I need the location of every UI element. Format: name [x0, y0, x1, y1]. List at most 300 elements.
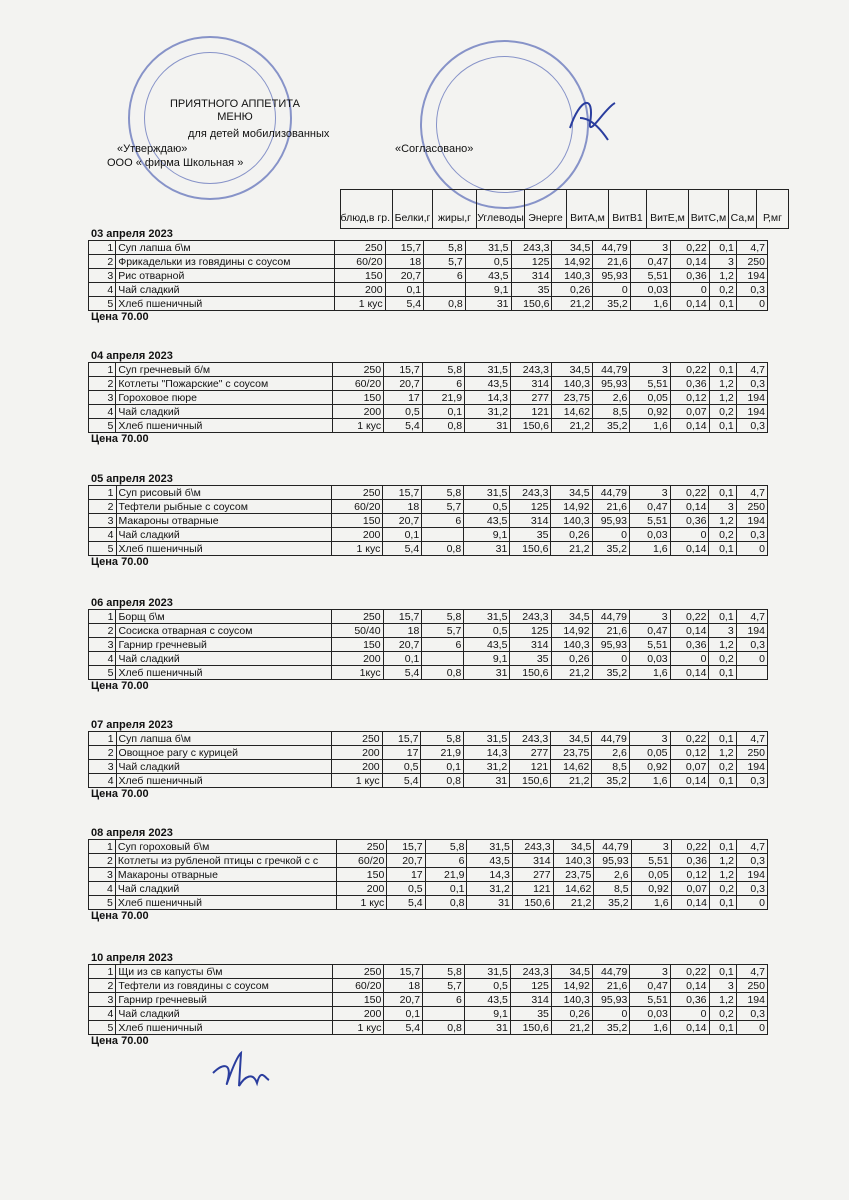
- nutrient-cell: 44,79: [593, 241, 630, 255]
- nutrient-cell: 20,7: [383, 514, 422, 528]
- nutrient-cell: 23,75: [552, 391, 593, 405]
- table-row: [89, 965, 768, 979]
- nutrient-cell: 21,2: [551, 1021, 592, 1035]
- nutrient-cell: 0,8: [423, 1021, 465, 1035]
- nutrient-cell: 0,92: [629, 760, 670, 774]
- table-row: [89, 732, 768, 746]
- nutrient-cell: 35,2: [592, 774, 629, 788]
- nutrient-cell: 43,5: [464, 514, 510, 528]
- nutrient-cell: 0,1: [709, 363, 736, 377]
- signature-top: [560, 88, 620, 148]
- table-row: [89, 405, 768, 419]
- day-section: [88, 827, 768, 923]
- nutrient-cell: 0: [671, 283, 710, 297]
- nutrient-cell: 20,7: [384, 993, 423, 1007]
- nutrient-cell: 1,6: [630, 666, 671, 680]
- nutrient-cell: 125: [510, 624, 551, 638]
- nutrient-cell: 0,03: [629, 528, 670, 542]
- nutrient-cell: 15,7: [382, 732, 421, 746]
- nutrient-cell: 23,75: [551, 746, 592, 760]
- nutrient-cell: 0,1: [709, 542, 736, 556]
- nutrient-cell: 43,5: [465, 377, 511, 391]
- row-number: 4: [89, 774, 117, 788]
- nutrient-cell: 6: [423, 993, 465, 1007]
- day-date: 07 апреля 2023: [91, 719, 173, 731]
- row-number: 1: [89, 610, 116, 624]
- dish-name: Гарнир гречневый: [116, 638, 332, 652]
- row-number: 5: [89, 419, 116, 433]
- nutrient-cell: 0,2: [709, 283, 736, 297]
- nutrient-cell: 1,2: [709, 993, 736, 1007]
- nutrient-cell: 0,26: [551, 1007, 592, 1021]
- nutrient-cell: 21,2: [551, 666, 592, 680]
- nutrient-cell: 0,8: [422, 542, 464, 556]
- nutrient-cell: 18: [383, 500, 422, 514]
- day-date: 04 апреля 2023: [91, 350, 173, 362]
- nutrient-cell: 5,7: [422, 624, 464, 638]
- nutrient-cell: 4,7: [736, 363, 767, 377]
- dish-name: Чай сладкий: [116, 1007, 333, 1021]
- nutrient-cell: 1,2: [709, 746, 736, 760]
- nutrient-cell: 5,8: [425, 840, 467, 854]
- nutrient-cell: 194: [736, 269, 767, 283]
- nutrient-cell: 0,22: [670, 732, 709, 746]
- nutrient-cell: 31,5: [464, 610, 510, 624]
- nutrient-cell: 0,14: [670, 419, 709, 433]
- row-number: 5: [89, 542, 117, 556]
- nutrient-cell: 0,1: [384, 1007, 423, 1021]
- column-header-1: Белки,г: [393, 189, 433, 229]
- menu-table: [88, 839, 768, 910]
- nutrient-cell: 0,8: [421, 774, 464, 788]
- day-section: [88, 228, 768, 324]
- nutrient-cell: 0,2: [709, 882, 736, 896]
- nutrient-cell: 0,1: [709, 419, 736, 433]
- table-row: [89, 979, 768, 993]
- nutrient-cell: 4,7: [736, 241, 767, 255]
- nutrient-cell: 0,36: [670, 514, 709, 528]
- nutrient-cell: 0,22: [671, 840, 709, 854]
- nutrient-cell: 0,1: [421, 760, 464, 774]
- table-row: [89, 896, 768, 910]
- nutrient-cell: 314: [511, 269, 552, 283]
- nutrient-cell: 150,6: [510, 666, 551, 680]
- nutrient-cell: 194: [736, 993, 767, 1007]
- nutrient-cell: 15,7: [384, 363, 423, 377]
- nutrient-cell: 250: [736, 979, 767, 993]
- nutrient-cell: 0,8: [422, 666, 464, 680]
- nutrient-cell: 243,3: [511, 241, 552, 255]
- nutrient-cell: 125: [510, 979, 551, 993]
- row-number: 3: [89, 993, 116, 1007]
- nutrient-cell: 0,36: [670, 993, 709, 1007]
- nutrient-cell: 243,3: [510, 610, 551, 624]
- dish-name: Хлеб пшеничный: [116, 542, 332, 556]
- nutrient-cell: 0,3: [736, 419, 767, 433]
- nutrient-cell: 1,6: [629, 542, 670, 556]
- nutrient-cell: 15,7: [384, 965, 423, 979]
- nutrient-cell: 0,1: [709, 732, 736, 746]
- day-section: [88, 597, 768, 693]
- nutrient-cell: 150,6: [510, 1021, 551, 1035]
- nutrient-cell: 3: [709, 979, 736, 993]
- dish-name: Хлеб пшеничный: [116, 419, 333, 433]
- day-section: [88, 350, 768, 446]
- table-row: [89, 638, 768, 652]
- nutrient-cell: 31: [467, 896, 512, 910]
- nutrient-cell: 35,2: [593, 419, 630, 433]
- nutrient-cell: 0: [736, 542, 767, 556]
- nutrient-cell: 1,6: [629, 774, 670, 788]
- dish-name: Суп лапша б\м: [116, 732, 331, 746]
- nutrient-cell: 121: [511, 405, 552, 419]
- nutrient-cell: 3: [709, 255, 736, 269]
- dish-name: Тефтели рыбные с соусом: [116, 500, 332, 514]
- nutrient-cell: 0,26: [551, 652, 592, 666]
- dish-name: Чай сладкий: [116, 760, 331, 774]
- nutrient-cell: 0,36: [670, 638, 709, 652]
- day-date: 10 апреля 2023: [91, 952, 173, 964]
- nutrient-cell: 4,7: [736, 610, 767, 624]
- row-number: 2: [89, 255, 116, 269]
- nutrient-cell: 95,93: [592, 514, 629, 528]
- table-row: [89, 500, 768, 514]
- nutrient-cell: 14,92: [551, 500, 592, 514]
- nutrient-cell: 150,6: [511, 419, 552, 433]
- nutrient-cell: 15,7: [383, 486, 422, 500]
- row-number: 3: [89, 269, 116, 283]
- nutrient-cell: 0,5: [464, 979, 510, 993]
- agree-label: «Согласовано»: [395, 143, 474, 155]
- column-header-3: Углеводы: [477, 189, 525, 229]
- nutrient-cell: 0,36: [671, 269, 710, 283]
- nutrient-cell: 3: [709, 624, 736, 638]
- nutrient-cell: 0,3: [736, 882, 767, 896]
- nutrient-cell: 31,5: [465, 363, 511, 377]
- nutrient-cell: [422, 528, 464, 542]
- nutrient-cell: 43,5: [467, 854, 512, 868]
- row-number: 1: [89, 486, 117, 500]
- nutrient-cell: 35: [510, 652, 551, 666]
- nutrient-cell: 21,2: [551, 542, 592, 556]
- nutrient-cell: 0,14: [670, 500, 709, 514]
- nutrient-cell: 0,22: [670, 610, 709, 624]
- nutrient-cell: 0,92: [630, 405, 670, 419]
- table-row: [89, 255, 768, 269]
- nutrient-cell: 34,5: [552, 241, 593, 255]
- table-row: [89, 486, 768, 500]
- nutrient-cell: 1 кус: [334, 297, 385, 311]
- nutrient-cell: 60/20: [336, 854, 386, 868]
- column-header-0: блюд,в гр.: [340, 189, 393, 229]
- nutrient-cell: 0,07: [671, 882, 709, 896]
- nutrient-cell: 18: [384, 979, 423, 993]
- nutrient-cell: 50/40: [332, 624, 383, 638]
- price-label: Цена 70.00: [91, 788, 149, 800]
- nutrient-cell: 9,1: [464, 652, 510, 666]
- dish-name: Рис отварной: [116, 269, 335, 283]
- nutrient-cell: 21,9: [422, 391, 464, 405]
- nutrient-cell: 277: [512, 868, 553, 882]
- price-label: Цена 70.00: [91, 680, 149, 692]
- nutrient-cell: 31,2: [465, 405, 511, 419]
- nutrient-cell: 6: [422, 638, 464, 652]
- nutrient-cell: 5,8: [422, 486, 464, 500]
- nutrient-cell: 0,92: [631, 882, 671, 896]
- nutrient-cell: 0: [592, 528, 629, 542]
- menu-table: [88, 240, 768, 311]
- nutrient-cell: 44,79: [592, 965, 629, 979]
- nutrient-cell: 20,7: [383, 638, 422, 652]
- nutrient-cell: 200: [333, 405, 384, 419]
- nutrient-cell: 0,1: [422, 405, 464, 419]
- nutrient-cell: [424, 283, 466, 297]
- nutrient-cell: 43,5: [464, 993, 510, 1007]
- nutrient-cell: 1,2: [709, 638, 736, 652]
- nutrient-cell: 0,3: [736, 283, 767, 297]
- nutrient-cell: 0,5: [387, 882, 425, 896]
- nutrient-cell: 21,2: [551, 774, 592, 788]
- table-row: [89, 1007, 768, 1021]
- nutrient-cell: 0,2: [709, 528, 736, 542]
- nutrient-cell: 1,6: [630, 297, 670, 311]
- nutrient-cell: 8,5: [593, 405, 630, 419]
- column-header-9: Са,м: [729, 189, 757, 229]
- dish-name: Гарнир гречневый: [116, 993, 333, 1007]
- column-header-6: ВитВ1: [609, 189, 647, 229]
- nutrient-cell: 194: [736, 405, 767, 419]
- row-number: 2: [89, 377, 116, 391]
- day-date: 03 апреля 2023: [91, 228, 173, 240]
- nutrient-cell: 243,3: [510, 486, 551, 500]
- nutrient-cell: 60/20: [333, 377, 384, 391]
- nutrient-cell: 0,47: [630, 624, 671, 638]
- row-number: 1: [89, 732, 117, 746]
- dish-name: Хлеб пшеничный: [116, 1021, 333, 1035]
- table-row: [89, 854, 768, 868]
- nutrient-cell: 200: [332, 652, 383, 666]
- column-header-4: Энерге: [525, 189, 567, 229]
- nutrient-cell: 14,92: [551, 624, 592, 638]
- nutrient-cell: 0,1: [709, 666, 736, 680]
- table-row: [89, 760, 768, 774]
- nutrient-cell: 44,79: [593, 363, 630, 377]
- dish-name: Котлеты из рубленой птицы с гречкой с с: [115, 854, 336, 868]
- nutrient-cell: 0,1: [709, 1021, 736, 1035]
- nutrient-cell: 0,1: [709, 774, 736, 788]
- nutrient-cell: 4,7: [736, 732, 767, 746]
- nutrient-cell: 194: [736, 868, 767, 882]
- dish-name: Хлеб пшеничный: [116, 774, 331, 788]
- nutrient-cell: 194: [736, 514, 767, 528]
- dish-name: Хлеб пшеничный: [115, 896, 336, 910]
- nutrient-cell: 1 кус: [336, 896, 386, 910]
- table-row: [89, 1021, 768, 1035]
- nutrient-cell: 1,6: [630, 419, 670, 433]
- day-date: 06 апреля 2023: [91, 597, 173, 609]
- nutrient-cell: 21,6: [593, 255, 630, 269]
- nutrient-cell: 3: [629, 732, 670, 746]
- nutrient-cell: 0,5: [464, 500, 510, 514]
- nutrient-cell: 0,1: [425, 882, 467, 896]
- table-row: [89, 624, 768, 638]
- nutrient-cell: 150: [336, 868, 386, 882]
- nutrient-cell: 0,3: [736, 774, 767, 788]
- nutrient-cell: 0,22: [670, 486, 709, 500]
- nutrient-cell: 1,2: [709, 269, 736, 283]
- nutrient-cell: 44,79: [594, 840, 631, 854]
- nutrient-cell: 35,2: [594, 896, 631, 910]
- nutrient-cell: 5,8: [421, 732, 464, 746]
- nutrient-cell: 5,51: [629, 514, 670, 528]
- nutrient-cell: 0,07: [670, 405, 709, 419]
- nutrient-cell: 0,1: [709, 241, 736, 255]
- nutrient-cell: 0,1: [709, 896, 736, 910]
- column-header-10: Р,мг: [757, 189, 789, 229]
- nutrient-cell: 31,5: [464, 486, 510, 500]
- nutrient-cell: 0,8: [422, 419, 464, 433]
- nutrient-cell: 23,75: [553, 868, 594, 882]
- nutrient-cell: 21,6: [592, 500, 629, 514]
- nutrient-cell: 5,4: [383, 666, 422, 680]
- dish-name: Чай сладкий: [115, 882, 336, 896]
- nutrient-cell: 194: [736, 624, 767, 638]
- nutrient-cell: 150,6: [510, 542, 551, 556]
- nutrient-cell: 0,2: [709, 405, 736, 419]
- nutrient-cell: 0,47: [630, 255, 670, 269]
- table-row: [89, 746, 768, 760]
- nutrient-cell: 0,05: [631, 868, 671, 882]
- nutrient-cell: 150,6: [512, 896, 553, 910]
- menu-table: [88, 362, 768, 433]
- row-number: 3: [89, 514, 117, 528]
- row-number: 2: [89, 854, 116, 868]
- nutrient-cell: 150,6: [510, 774, 551, 788]
- nutrient-cell: 0: [670, 1007, 709, 1021]
- nutrient-cell: 3: [630, 965, 671, 979]
- dish-name: Фрикадельки из говядины с соусом: [116, 255, 335, 269]
- nutrient-cell: 43,5: [465, 269, 511, 283]
- nutrient-cell: 150: [334, 269, 385, 283]
- nutrient-cell: 0: [592, 1007, 629, 1021]
- nutrient-cell: 0,14: [670, 624, 709, 638]
- nutrient-cell: 200: [334, 283, 385, 297]
- nutrient-cell: 34,5: [551, 486, 592, 500]
- column-header-2: жиры,г: [433, 189, 477, 229]
- nutrient-cell: 34,5: [552, 363, 593, 377]
- nutrient-cell: 5,4: [382, 774, 421, 788]
- row-number: 4: [89, 882, 116, 896]
- nutrient-cell: 140,3: [551, 514, 592, 528]
- row-number: 1: [89, 840, 116, 854]
- nutrient-cell: 9,1: [464, 1007, 510, 1021]
- nutrient-cell: 3: [630, 610, 671, 624]
- nutrient-cell: 8,5: [594, 882, 631, 896]
- nutrient-cell: 140,3: [551, 993, 592, 1007]
- nutrient-cell: 1,2: [709, 391, 736, 405]
- nutrient-cell: 35,2: [593, 297, 630, 311]
- nutrient-cell: 0: [592, 652, 629, 666]
- nutrient-cell: 18: [385, 255, 424, 269]
- day-date: 05 апреля 2023: [91, 473, 173, 485]
- nutrient-cell: 20,7: [384, 377, 423, 391]
- nutrient-cell: 14,3: [467, 868, 512, 882]
- nutrient-cell: 44,79: [592, 610, 629, 624]
- table-row: [89, 774, 768, 788]
- nutrient-cell: 0,05: [630, 391, 670, 405]
- nutrient-cell: 95,93: [592, 638, 629, 652]
- row-number: 2: [89, 746, 117, 760]
- menu-table: [88, 485, 768, 556]
- dish-name: Щи из св капусты б\м: [116, 965, 333, 979]
- nutrient-cell: 243,3: [510, 732, 551, 746]
- nutrient-cell: 21,9: [421, 746, 464, 760]
- nutrient-cell: 0,2: [709, 652, 736, 666]
- nutrient-cell: 5,7: [422, 500, 464, 514]
- audience-text: для детей мобилизованных: [188, 128, 330, 140]
- nutrient-cell: 31: [465, 419, 511, 433]
- nutrient-cell: 150,6: [511, 297, 552, 311]
- row-number: 2: [89, 979, 116, 993]
- nutrient-cell: 5,4: [384, 1021, 423, 1035]
- nutrient-cell: 9,1: [465, 283, 511, 297]
- nutrient-cell: 0,12: [670, 746, 709, 760]
- menu-table: [88, 731, 768, 788]
- nutrient-cell: 15,7: [387, 840, 425, 854]
- nutrient-cell: 14,62: [552, 405, 593, 419]
- nutrient-cell: 3: [630, 363, 670, 377]
- dish-name: Суп гороховый б\м: [115, 840, 336, 854]
- nutrient-cell: 17: [382, 746, 421, 760]
- nutrient-cell: 121: [512, 882, 553, 896]
- nutrient-cell: 0: [736, 1021, 767, 1035]
- nutrient-cell: 1,6: [630, 1021, 671, 1035]
- nutrient-cell: 34,5: [551, 732, 592, 746]
- dish-name: Гороховое пюре: [116, 391, 333, 405]
- dish-name: Суп рисовый б\м: [116, 486, 332, 500]
- nutrient-cell: 5,8: [423, 965, 465, 979]
- nutrient-cell: 1,6: [631, 896, 671, 910]
- nutrient-cell: 31,5: [464, 965, 510, 979]
- nutrient-cell: 140,3: [551, 638, 592, 652]
- nutrient-cell: 200: [332, 528, 383, 542]
- nutrient-cell: 0,3: [736, 377, 767, 391]
- dish-name: Макароны отварные: [115, 868, 336, 882]
- row-number: 4: [89, 528, 117, 542]
- nutrient-cell: 0,3: [736, 528, 767, 542]
- nutrient-cell: 250: [331, 732, 382, 746]
- nutrient-cell: 21,2: [552, 419, 593, 433]
- table-row: [89, 419, 768, 433]
- nutrient-cell: 1 кус: [333, 1021, 384, 1035]
- nutrient-cell: 14,92: [552, 255, 593, 269]
- nutrient-cell: 0,1: [709, 610, 736, 624]
- nutrient-cell: 150: [333, 391, 384, 405]
- nutrient-cell: 200: [333, 1007, 384, 1021]
- approve-label: «Утверждаю»: [117, 143, 188, 155]
- nutrient-cell: 9,1: [464, 528, 510, 542]
- nutrient-cell: 243,3: [511, 363, 552, 377]
- nutrient-cell: 0,1: [709, 965, 736, 979]
- nutrient-cell: 121: [510, 760, 551, 774]
- nutrient-cell: 194: [736, 760, 767, 774]
- row-number: 4: [89, 652, 116, 666]
- table-row: [89, 297, 768, 311]
- nutrient-cell: 17: [384, 391, 423, 405]
- nutrient-cell: 14,62: [553, 882, 594, 896]
- price-label: Цена 70.00: [91, 433, 149, 445]
- table-row: [89, 377, 768, 391]
